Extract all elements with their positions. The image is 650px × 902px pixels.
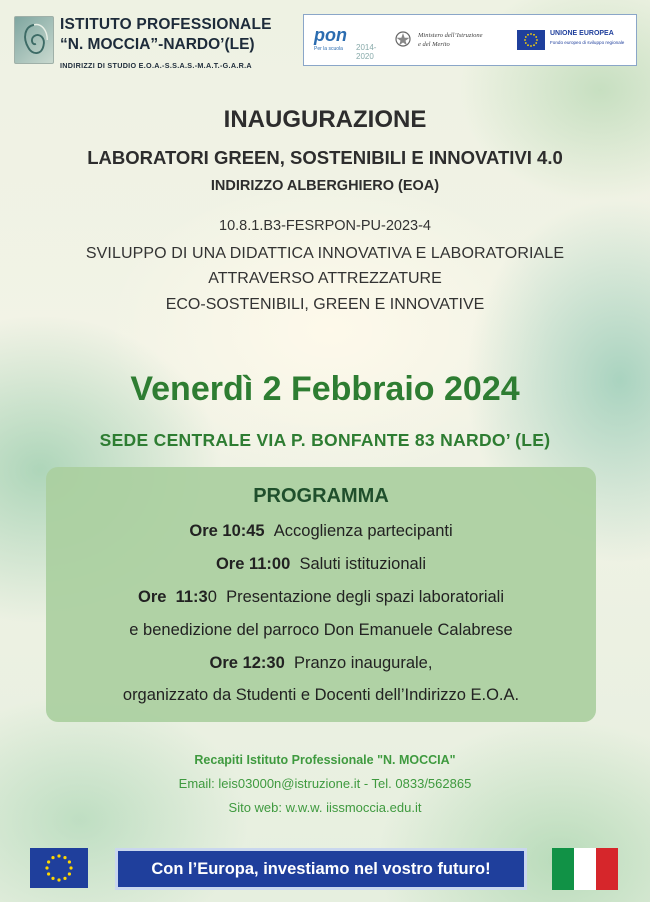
programma-text: Presentazione degli spazi laboratoriali xyxy=(226,588,504,606)
contacts-website: Sito web: w.w.w. iissmoccia.edu.it xyxy=(228,800,422,815)
ministry-line2: e del Merito xyxy=(418,41,450,48)
eu-flag-icon xyxy=(30,848,88,888)
programma-item xyxy=(46,588,596,607)
eu-label: UNIONE EUROPEA xyxy=(550,30,614,37)
programma-time-tail: 0 xyxy=(207,588,217,606)
programma-text: Pranzo inaugurale, xyxy=(293,654,433,672)
contacts-email: Email: leis03000n@istruzione.it - Tel. 0833/562865 xyxy=(178,776,472,791)
project-description-line1: SVILUPPO DI UNA DIDATTICA INNOVATIVA E LABORATORIALE xyxy=(85,245,565,262)
programma-time: Ore 10:45 xyxy=(189,522,265,540)
pon-logo xyxy=(314,25,377,61)
italian-republic-emblem-icon xyxy=(394,28,412,50)
ministry-name xyxy=(418,31,483,49)
programma-item xyxy=(46,654,596,673)
programma-item xyxy=(46,686,596,705)
programma-item xyxy=(46,555,596,574)
event-date: Venerdì 2 Febbraio 2024 xyxy=(130,370,520,408)
programma-item xyxy=(46,522,596,541)
school-name-line1: ISTITUTO PROFESSIONALE xyxy=(60,16,272,33)
school-name-line2: “N. MOCCIA”-NARDO’(LE) xyxy=(60,36,255,53)
pon-years: 2014-2020 xyxy=(356,43,377,61)
school-study-paths: INDIRIZZI DI STUDIO E.O.A.-S.S.A.S.-M.A.T.-G.A.R.A xyxy=(60,61,252,70)
italian-flag-icon xyxy=(552,848,618,890)
programma-text: Saluti istituzionali xyxy=(299,555,427,573)
programma-time: Ore 12:30 xyxy=(209,654,285,672)
programma-title: PROGRAMMA xyxy=(253,485,389,507)
contacts-title: Recapiti Istituto Professionale "N. MOCCIA" xyxy=(194,753,456,767)
title-laboratori: LABORATORI GREEN, SOSTENIBILI E INNOVATIVI 4.0 xyxy=(87,147,563,168)
programma-text: Accoglienza partecipanti xyxy=(273,522,453,540)
programma-item xyxy=(46,621,596,640)
programma-time: Ore 11:3 xyxy=(138,588,208,606)
programma-text: e benedizione del parroco Don Emanuele Calabrese xyxy=(129,621,513,639)
project-code: 10.8.1.B3-FESRPON-PU-2023-4 xyxy=(219,218,431,234)
ministry-line1: Ministero dell’Istruzione xyxy=(418,32,483,39)
programma-box xyxy=(46,467,596,722)
title-inaugurazione: INAUGURAZIONE xyxy=(223,106,427,133)
school-name xyxy=(60,16,272,70)
title-indirizzo: INDIRIZZO ALBERGHIERO (EOA) xyxy=(210,178,440,194)
eu-fund-label: Fondo europeo di sviluppo regionale xyxy=(550,40,625,45)
pon-sub: Per la scuola xyxy=(314,46,343,52)
school-logo-icon xyxy=(14,16,54,64)
pon-label: pon xyxy=(314,25,347,45)
programma-time: Ore 11:00 xyxy=(215,555,291,573)
eu-flag-small-icon xyxy=(517,30,545,50)
footer-slogan: Con l’Europa, investiamo nel vostro futuro! xyxy=(115,848,527,890)
partner-logos-box xyxy=(303,14,637,66)
project-description-line3: ECO-SOSTENIBILI, GREEN E INNOVATIVE xyxy=(165,296,485,313)
programma-text: organizzato da Studenti e Docenti dell’Indirizzo E.O.A. xyxy=(122,686,520,704)
project-description-line2: ATTRAVERSO ATTREZZATURE xyxy=(208,270,442,287)
event-location: SEDE CENTRALE VIA P. BONFANTE 83 NARDO’ (LE) xyxy=(99,430,551,450)
